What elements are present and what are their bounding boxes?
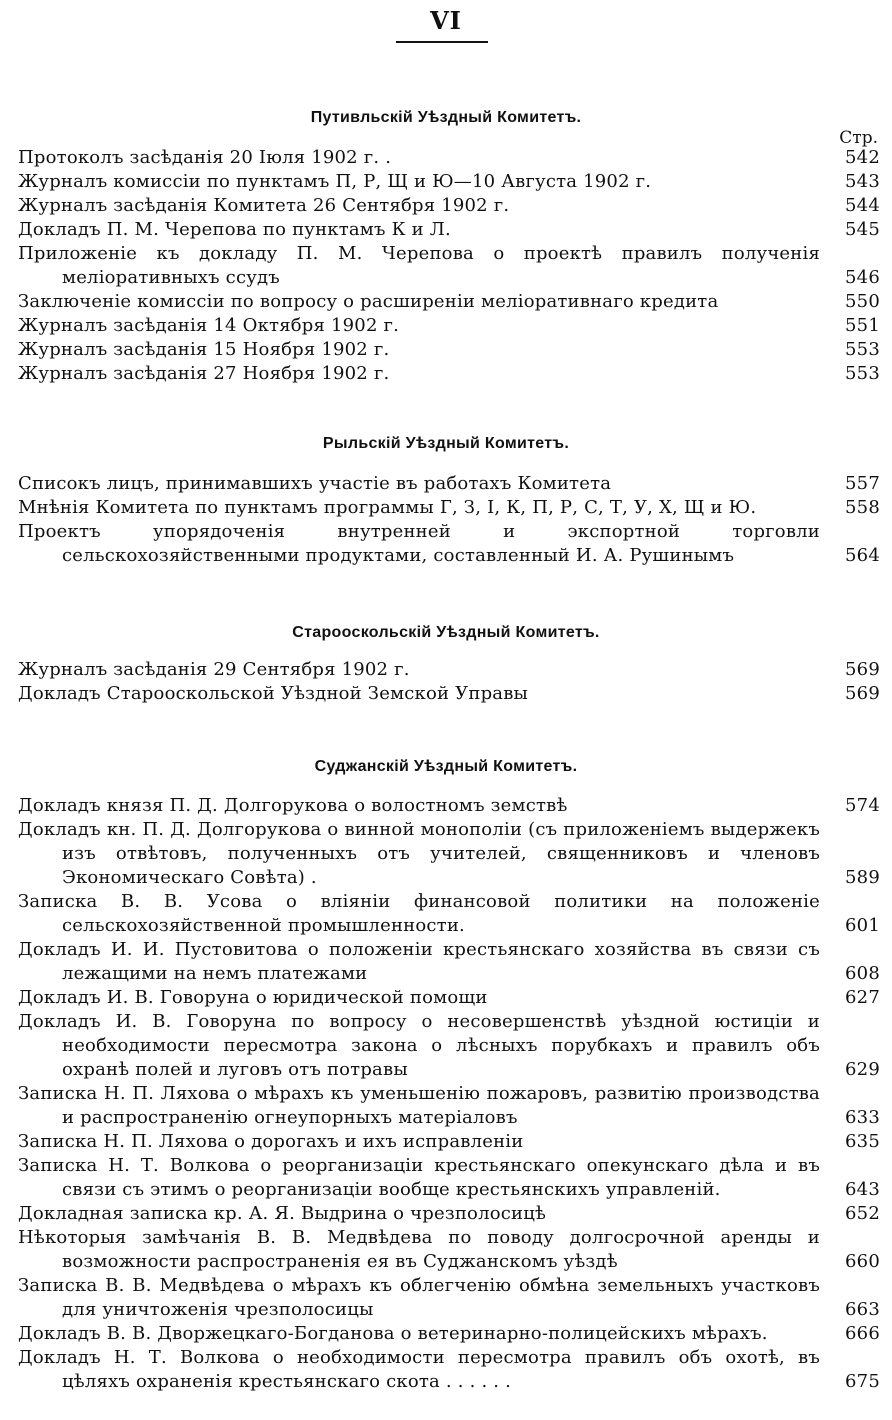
entry-title: Докладъ князя П. Д. Долгорукова о волостномъ земствѣ — [18, 795, 568, 816]
toc-entry[interactable] — [18, 170, 880, 194]
entry-page: 629 — [845, 1059, 880, 1080]
toc-entry[interactable] — [18, 338, 880, 362]
entry-page: 569 — [845, 659, 880, 680]
toc-entry[interactable] — [18, 314, 880, 338]
header-rule — [396, 41, 488, 43]
entry-page: 666 — [845, 1323, 880, 1344]
entry-page: 635 — [845, 1131, 880, 1152]
toc-entry[interactable] — [18, 1130, 880, 1154]
entry-page: 633 — [845, 1107, 880, 1128]
entry-page: 627 — [845, 987, 880, 1008]
entry-page: 558 — [845, 497, 880, 518]
section-heading-sudzha: Суджанскій Уѣздный Комитетъ. — [314, 758, 578, 775]
entry-title: Нѣкоторыя замѣчанія В. В. Медвѣдева по поводу долгосрочной аренды и возможности распространенія ея въ Суджанскомъ уѣздѣ — [18, 1227, 820, 1272]
toc-entry[interactable] — [18, 1010, 880, 1082]
toc-entry[interactable] — [18, 658, 880, 682]
entry-title: Заключеніе комиссіи по вопросу о расширеніи меліоративнаго кредита — [18, 291, 719, 312]
entry-page: 551 — [845, 315, 880, 336]
entry-page: 542 — [845, 147, 880, 168]
entry-title: Журналъ засѣданія 27 Ноября 1902 г. — [18, 363, 390, 384]
entry-title: Докладъ И. В. Говоруна о юридической помощи — [18, 987, 488, 1008]
entry-page: 643 — [845, 1179, 880, 1200]
section-heading-staryi-oskol: Старооскольскій Уѣздный Комитетъ. — [292, 624, 600, 641]
toc-entry[interactable] — [18, 1082, 880, 1130]
entry-title: Журналъ засѣданія 14 Октября 1902 г. — [18, 315, 400, 336]
entry-title: Записка В. В. Усова о вліяніи финансовой политики на положеніе сельскохозяйственной промышленности. — [18, 891, 820, 936]
entry-title: Списокъ лицъ, принимавшихъ участіе въ работахъ Комитета — [18, 473, 612, 494]
entry-page: 652 — [845, 1203, 880, 1224]
entry-title: Докладъ И. В. Говоруна по вопросу о несовершенствѣ уѣздной юстиціи и необходимости пересмотра закона о лѣсныхъ порубкахъ и правилъ объ охранѣ полей и луговъ отъ потравы — [18, 1011, 820, 1080]
entry-title: Журналъ комиссіи по пунктамъ П, Р, Щ и Ю—10 Августа 1902 г. — [18, 171, 652, 192]
section-staryi-oskol — [18, 658, 880, 706]
entry-title: Проектъ упорядоченія внутренней и экспортной торговли сельскохозяйственными продуктами, составленный И. А. Рушинымъ — [18, 521, 820, 566]
entry-title: Докладъ кн. П. Д. Долгорукова о винной монополіи (съ приложеніемъ выдержекъ изъ отвѣтовъ, полученныхъ отъ учителей, священниковъ и членовъ Экономическаго Совѣта) . — [18, 819, 820, 888]
entry-page: 553 — [845, 363, 880, 384]
entry-page: 544 — [845, 195, 880, 216]
entry-title: Докладъ Н. Т. Волкова о необходимости пересмотра правилъ объ охотѣ, въ цѣляхъ охраненія крестьянскаго скота . . . . . . — [18, 1347, 820, 1392]
toc-entry[interactable] — [18, 1226, 880, 1274]
entry-page: 601 — [845, 915, 880, 936]
entry-title: Журналъ засѣданія Комитета 26 Сентября 1902 г. — [18, 195, 510, 216]
entry-page: 589 — [845, 867, 880, 888]
entry-page: 569 — [845, 683, 880, 704]
entry-title: Записка В. В. Медвѣдева о мѣрахъ къ облегченію обмѣна земельныхъ участковъ для уничтоженія чрезполосицы — [18, 1275, 820, 1320]
page-number: VI — [430, 6, 462, 35]
toc-entry[interactable] — [18, 146, 880, 170]
toc-entry[interactable] — [18, 290, 880, 314]
toc-entry[interactable] — [18, 794, 880, 818]
entry-title: Докладная записка кр. А. Я. Выдрина о чрезполосицѣ — [18, 1203, 547, 1224]
entry-title: Докладъ Старооскольской Уѣздной Земской Управы — [18, 683, 529, 704]
section-heading-rylsk: Рыльскій Уѣздный Комитетъ. — [322, 435, 570, 452]
toc-entry[interactable] — [18, 1154, 880, 1202]
toc-entry[interactable] — [18, 818, 880, 890]
entry-title: Докладъ В. В. Дворжецкаго-Богданова о ветеринарно-полицейскихъ мѣрахъ. — [18, 1323, 768, 1344]
entry-title: Журналъ засѣданія 29 Сентября 1902 г. — [18, 659, 410, 680]
toc-entry[interactable] — [18, 1202, 880, 1226]
toc-entry[interactable] — [18, 1274, 880, 1322]
entry-title: Докладъ И. И. Пустовитова о положеніи крестьянскаго хозяйства въ связи съ лежащими на немъ платежами — [18, 939, 820, 984]
entry-title: Записка Н. Т. Волкова о реорганизаціи крестьянскаго опекунскаго дѣла и въ связи съ этимъ о реорганизаціи вообще крестьянскихъ управленій. — [18, 1155, 820, 1200]
entry-page: 543 — [845, 171, 880, 192]
toc-entry[interactable] — [18, 890, 880, 938]
entry-title: Записка Н. П. Ляхова о мѣрахъ къ уменьшенію пожаровъ, развитію производства и распространенію огнеупорныхъ матеріаловъ — [18, 1083, 820, 1128]
toc-entry[interactable] — [18, 496, 880, 520]
entry-page: 546 — [845, 267, 880, 288]
toc-entry[interactable] — [18, 938, 880, 986]
entry-page: 564 — [845, 545, 880, 566]
toc-entry[interactable] — [18, 218, 880, 242]
toc-entry[interactable] — [18, 472, 880, 496]
toc-entry[interactable] — [18, 986, 880, 1010]
section-sudzha — [18, 794, 880, 1394]
entry-title: Приложеніе къ докладу П. М. Черепова о проектѣ правилъ полученія меліоративныхъ ссудъ — [18, 243, 820, 288]
entry-page: 675 — [845, 1371, 880, 1392]
entry-title: Докладъ П. М. Черепова по пунктамъ К и Л. — [18, 219, 451, 240]
entry-page: 660 — [845, 1251, 880, 1272]
entry-title: Записка Н. П. Ляхова о дорогахъ и ихъ исправленіи — [18, 1131, 524, 1152]
page-column-label: Стр. — [839, 128, 878, 148]
entry-title: Журналъ засѣданія 15 Ноября 1902 г. — [18, 339, 390, 360]
toc-entry[interactable] — [18, 194, 880, 218]
toc-entry[interactable] — [18, 362, 880, 386]
entry-page: 545 — [845, 219, 880, 240]
entry-title: Мнѣнія Комитета по пунктамъ программы Г, З, І, К, П, Р, С, Т, У, Х, Щ и Ю. — [18, 497, 757, 518]
entry-title: Протоколъ засѣданія 20 Іюля 1902 г. . — [18, 147, 392, 168]
entry-page: 557 — [845, 473, 880, 494]
entry-page: 608 — [845, 963, 880, 984]
section-putivl — [18, 146, 880, 386]
toc-entry[interactable] — [18, 1322, 880, 1346]
toc-entry[interactable] — [18, 682, 880, 706]
section-heading-putivl: Путивльскій Уѣздный Комитетъ. — [310, 109, 582, 126]
toc-entry[interactable] — [18, 242, 880, 290]
toc-entry[interactable] — [18, 1346, 880, 1394]
toc-entry[interactable] — [18, 520, 880, 568]
entry-page: 553 — [845, 339, 880, 360]
entry-page: 550 — [845, 291, 880, 312]
entry-page: 574 — [845, 795, 880, 816]
section-rylsk — [18, 472, 880, 568]
entry-page: 663 — [845, 1299, 880, 1320]
